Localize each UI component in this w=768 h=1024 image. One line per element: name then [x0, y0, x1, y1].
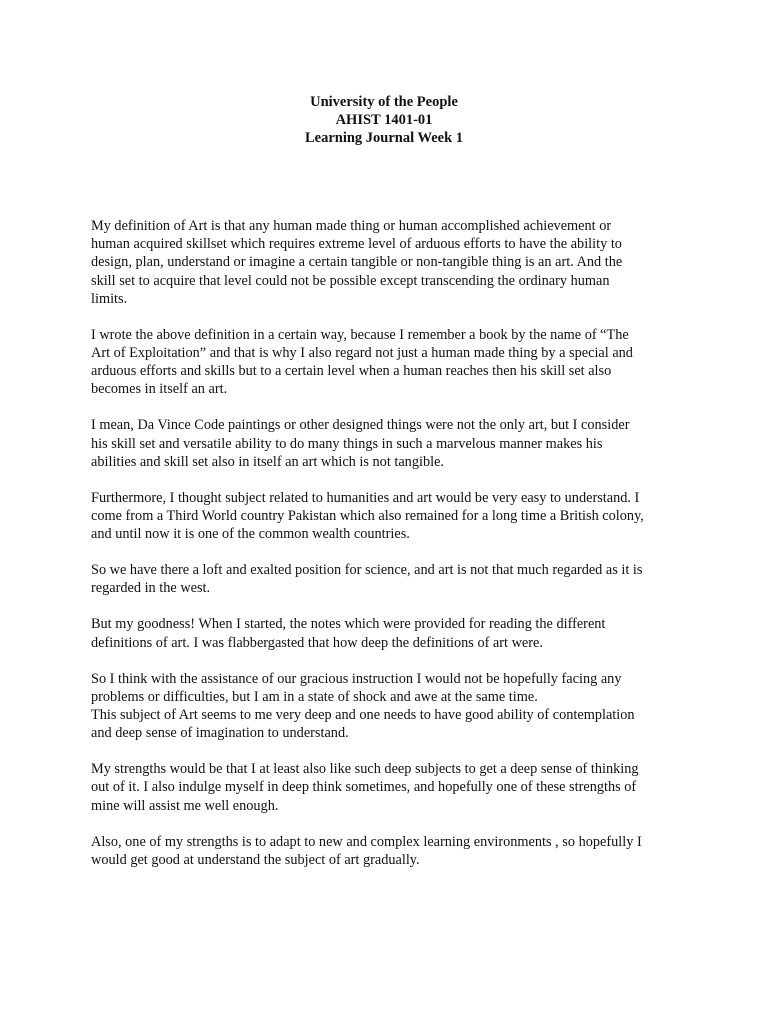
- text-line: mine will assist me well enough.: [91, 797, 279, 814]
- text-line: So I think with the assistance of our gracious instruction I would not be hopefully facing any: [91, 670, 622, 687]
- text-line: skill set to acquire that level could not be possible except transcending the ordinary human: [91, 272, 610, 289]
- text-line: Also, one of my strengths is to adapt to new and complex learning environments , so hopefully I: [91, 833, 642, 850]
- course-code: AHIST 1401-01: [335, 112, 433, 128]
- text-line: abilities and skill set also in itself an art which is not tangible.: [91, 453, 444, 470]
- text-line: becomes in itself an art.: [91, 381, 228, 398]
- text-line: would get good at understand the subject of art gradually.: [91, 851, 420, 868]
- paragraph-science: [91, 561, 681, 597]
- document-header: [0, 93, 768, 147]
- text-line: problems or difficulties, but I am in a state of shock and awe at the same time.: [91, 688, 538, 705]
- text-line: human acquired skillset which requires extreme level of arduous efforts to have the ability to: [91, 236, 622, 253]
- document-body: [91, 217, 681, 869]
- paragraph-definition: [91, 217, 681, 308]
- text-line: limits.: [91, 290, 128, 307]
- text-line: Furthermore, I thought subject related to humanities and art would be very easy to understand. I: [91, 489, 640, 506]
- text-line: This subject of Art seems to me very deep and one needs to have good ability of contemplation: [91, 707, 635, 724]
- text-line: design, plan, understand or imagine a certain tangible or non-tangible thing is an art. And the: [91, 254, 623, 271]
- institution-name: University of the People: [310, 94, 458, 110]
- text-line: arduous efforts and skills but to a certain level when a human reaches then his skill set also: [91, 363, 612, 380]
- text-line: and until now it is one of the common wealth countries.: [91, 526, 410, 543]
- paragraph-assistance: [91, 670, 681, 743]
- text-line: out of it. I also indulge myself in deep think sometimes, and hopefully one of these strengths of: [91, 779, 637, 796]
- text-line: definitions of art. I was flabbergasted that how deep the definitions of art were.: [91, 634, 543, 651]
- text-line: regarded in the west.: [91, 580, 211, 597]
- paragraph-book-reference: [91, 326, 681, 399]
- text-line: his skill set and versatile ability to do many things in such a marvelous manner makes his: [91, 435, 603, 452]
- text-line: I mean, Da Vince Code paintings or other designed things were not the only art, but I consider: [91, 417, 630, 434]
- text-line: But my goodness! When I started, the notes which were provided for reading the different: [91, 616, 606, 633]
- paragraph-adapt: [91, 833, 681, 869]
- paragraph-humanities: [91, 489, 681, 544]
- text-line: My definition of Art is that any human made thing or human accomplished achievement or: [91, 218, 612, 234]
- text-line: come from a Third World country Pakistan which also remained for a long time a British colony,: [91, 508, 644, 525]
- text-line: So we have there a loft and exalted position for science, and art is not that much regarded as it is: [91, 562, 643, 579]
- text-line: I wrote the above definition in a certain way, because I remember a book by the name of “The: [91, 326, 629, 343]
- text-line: and deep sense of imagination to understand.: [91, 725, 349, 742]
- paragraph-strengths: [91, 760, 681, 815]
- text-line: Art of Exploitation” and that is why I also regard not just a human made thing by a special and: [91, 345, 633, 362]
- paragraph-da-vinci: [91, 416, 681, 471]
- paragraph-goodness: [91, 615, 681, 651]
- assignment-title: Learning Journal Week 1: [304, 130, 464, 146]
- text-line: My strengths would be that I at least also like such deep subjects to get a deep sense of thinking: [91, 761, 639, 778]
